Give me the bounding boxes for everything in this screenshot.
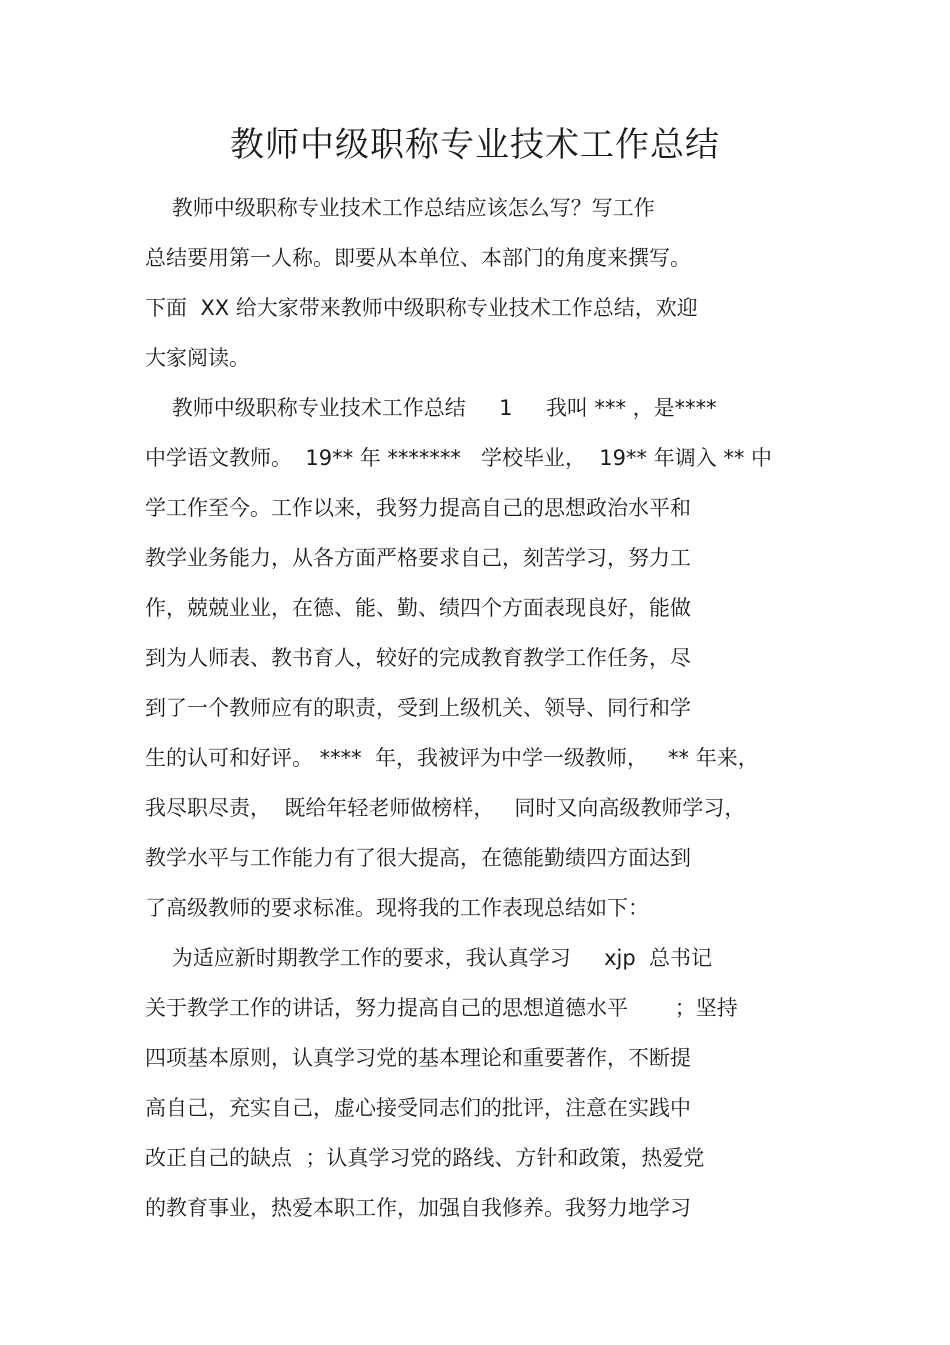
paragraph-line: 我尽职尽责， 既给年轻老师做榜样， 同时又向高级教师学习，: [145, 796, 746, 820]
paragraph-line: 教学业务能力，从各方面严格要求自己，刻苦学习，努力工: [145, 546, 691, 570]
paragraph-line: 了高级教师的要求标准。现将我的工作表现总结如下：: [145, 896, 649, 920]
paragraph-line: 总结要用第一人称。即要从本单位、本部门的角度来撰写。: [145, 246, 691, 270]
paragraph-line: 为适应新时期教学工作的要求，我认真学习 xjp 总书记: [145, 946, 713, 970]
document-title: 教师中级职称专业技术工作总结: [230, 125, 720, 165]
paragraph-line: 大家阅读。: [145, 346, 250, 370]
paragraph-line: 关于教学工作的讲话，努力提高自己的思想道德水平 ；坚持: [145, 996, 738, 1020]
paragraph-line: 改正自己的缺点 ；认真学习党的路线、方针和政策，热爱党: [145, 1146, 705, 1170]
paragraph-line: 到了一个教师应有的职责，受到上级机关、领导、同行和学: [145, 696, 691, 720]
paragraph-line: 下面 XX 给大家带来教师中级职称专业技术工作总结，欢迎: [145, 296, 698, 320]
paragraph-line: 学工作至今。工作以来，我努力提高自己的思想政治水平和: [145, 496, 691, 520]
paragraph-line: 高自己，充实自己，虚心接受同志们的批评，注意在实践中: [145, 1096, 691, 1120]
paragraph-line: 教学水平与工作能力有了很大提高，在德能勤绩四方面达到: [145, 846, 691, 870]
paragraph-line: 生的认可和好评。 **** 年，我被评为中学一级教师， ** 年来，: [145, 746, 759, 770]
paragraph-line: 教师中级职称专业技术工作总结 1 我叫 *** ，是****: [145, 396, 717, 420]
paragraph-line: 教师中级职称专业技术工作总结应该怎么写？写工作: [145, 196, 655, 220]
paragraph-line: 的教育事业，热爱本职工作，加强自我修养。我努力地学习: [145, 1196, 691, 1220]
paragraph-line: 中学语文教师。 19** 年 ******* 学校毕业， 19** 年调入 ** 中: [145, 446, 773, 470]
paragraph-line: 作，兢兢业业，在德、能、勤、绩四个方面表现良好，能做: [145, 596, 691, 620]
paragraph-line: 四项基本原则，认真学习党的基本理论和重要著作，不断提: [145, 1046, 691, 1070]
paragraph-line: 到为人师表、教书育人，较好的完成教育教学工作任务，尽: [145, 646, 691, 670]
